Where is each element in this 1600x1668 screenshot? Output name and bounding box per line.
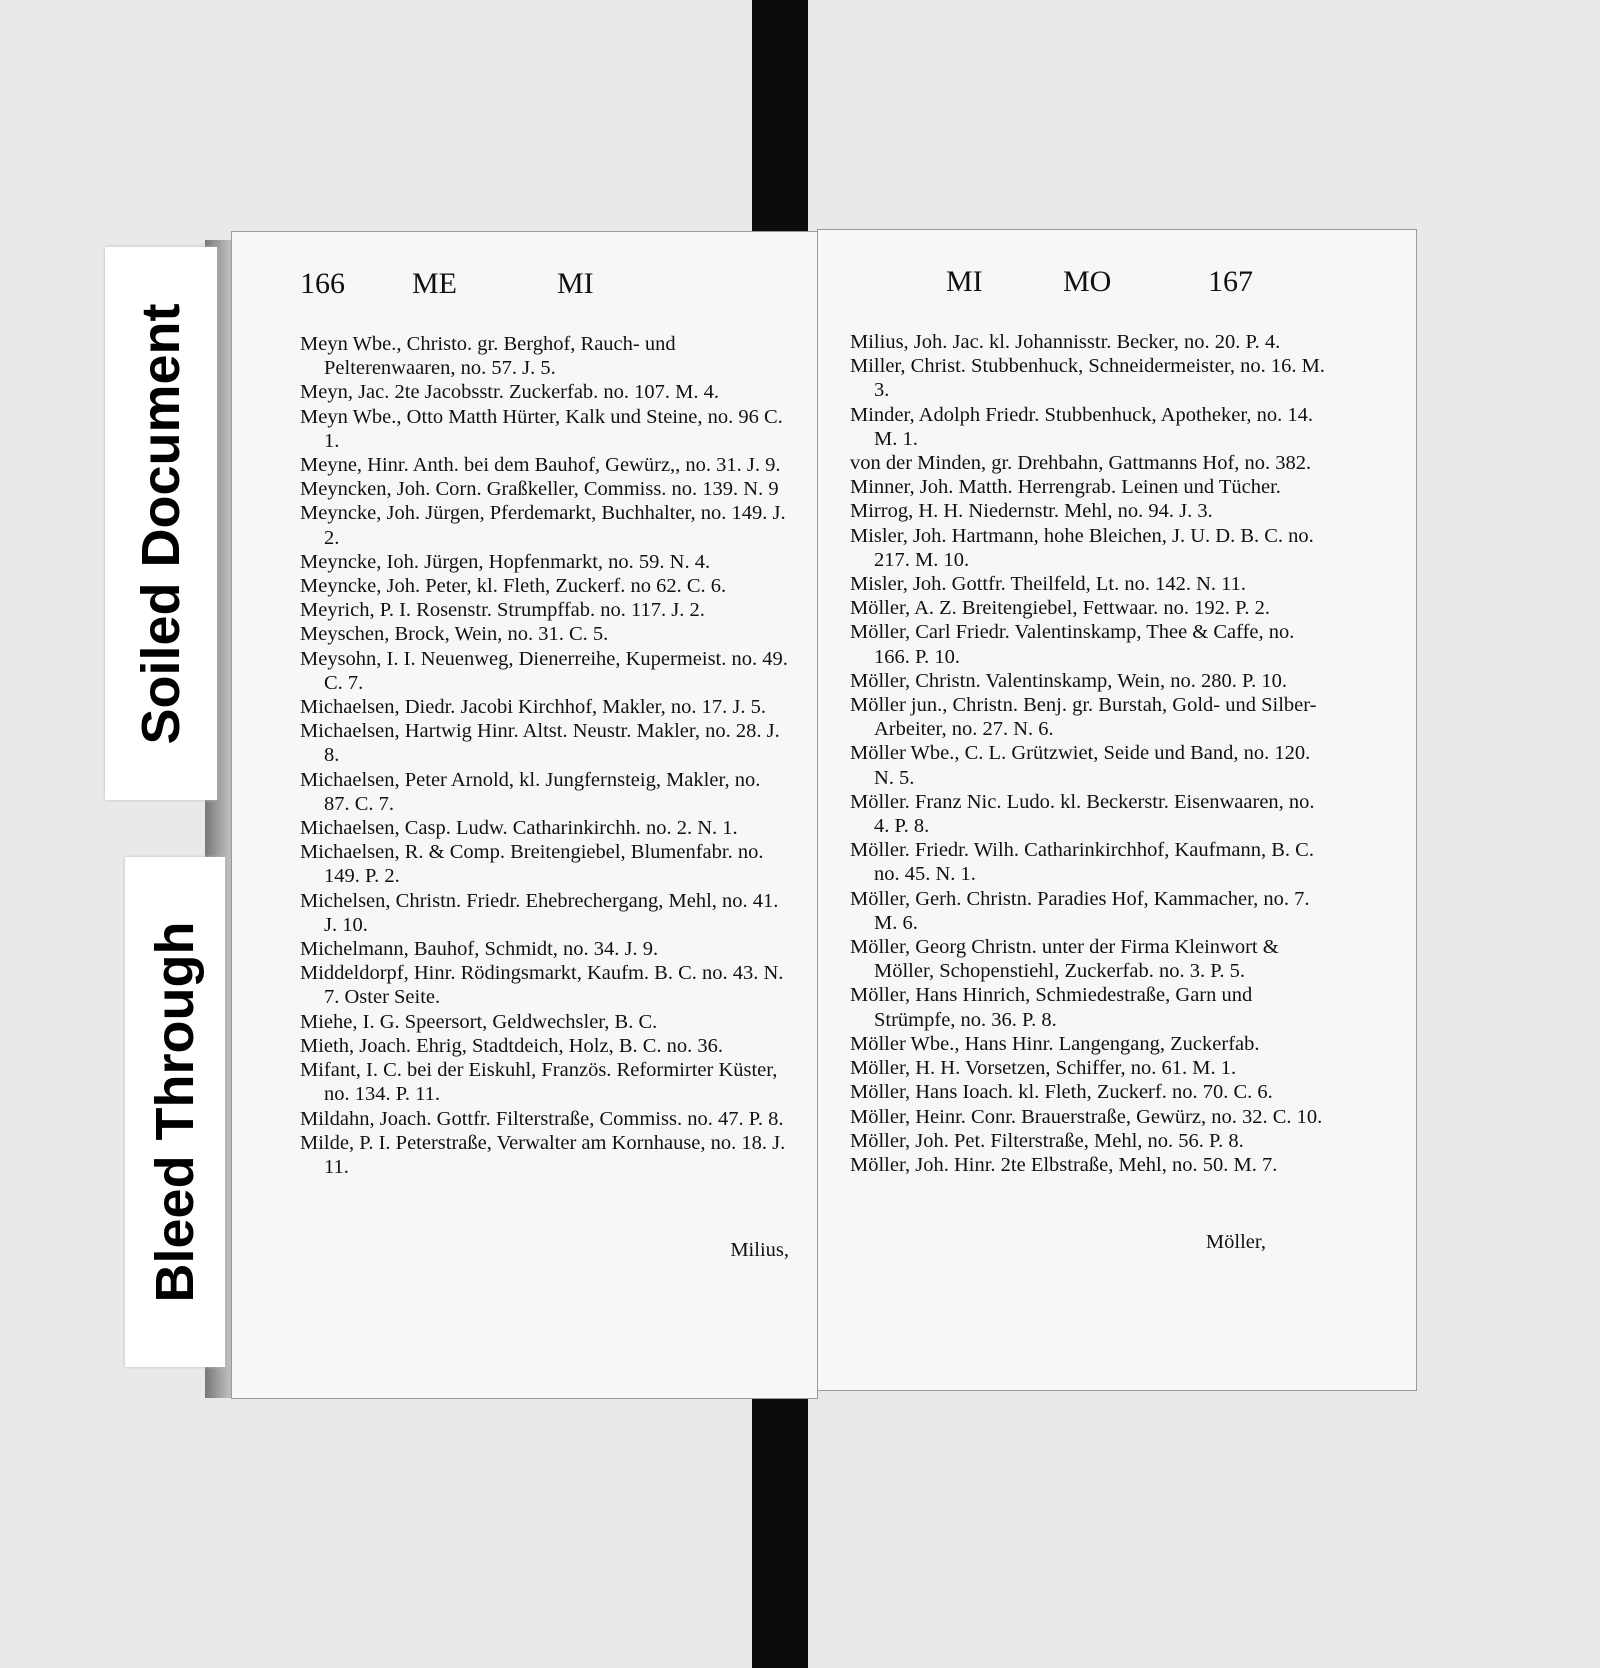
directory-entry: Minder, Adolph Friedr. Stubbenhuck, Apotheker, no. 14. M. 1.	[850, 403, 1313, 450]
right-page-header	[818, 265, 1416, 305]
directory-entry: Meyncken, Joh. Corn. Graßkeller, Commiss. no. 139. N. 9	[300, 478, 779, 501]
directory-entry: Meysohn, I. I. Neuenweg, Dienerreihe, Kupermeist. no. 49. C. 7.	[300, 647, 788, 694]
directory-entry: Möller, Georg Christn. unter der Firma Kleinwort & Möller, Schopenstiehl, Zuckerfab. no. 3. P. 5.	[850, 936, 1279, 983]
soiled-document-label	[105, 247, 217, 800]
directory-entry: Michaelsen, Hartwig Hinr. Altst. Neustr. Makler, no. 28. J. 8.	[300, 720, 780, 767]
directory-entry: Misler, Joh. Hartmann, hohe Bleichen, J. U. D. B. C. no. 217. M. 10.	[850, 524, 1314, 571]
directory-entry: Mirrog, H. H. Niedernstr. Mehl, no. 94. J. 3.	[850, 500, 1213, 523]
directory-entry: Möller, A. Z. Breitengiebel, Fettwaar. no. 192. P. 2.	[850, 597, 1270, 620]
page-number: 166	[300, 267, 345, 300]
directory-entry: Meyrich, P. I. Rosenstr. Strumpffab. no. 117. J. 2.	[300, 599, 705, 622]
left-page	[232, 232, 817, 1398]
directory-entry: Möller. Friedr. Wilh. Catharinkirchhof, Kaufmann, B. C. no. 45. N. 1.	[850, 839, 1314, 886]
directory-entry: Möller. Franz Nic. Ludo. kl. Beckerstr. Eisenwaaren, no. 4. P. 8.	[850, 790, 1315, 838]
directory-entry: Miller, Christ. Stubbenhuck, Schneidermeister, no. 16. M. 3.	[850, 355, 1325, 402]
directory-entry: Möller, Hans Hinrich, Schmiedestraße, Garn und Strümpfe, no. 36. P. 8.	[850, 984, 1253, 1031]
directory-entry: Meyn Wbe., Christo. gr. Berghof, Rauch- und Pelterenwaaren, no. 57. J. 5.	[300, 333, 676, 380]
label-text: Bleed Through	[145, 921, 205, 1303]
directory-entry: Michaelsen, Casp. Ludw. Catharinkirchh. no. 2. N. 1.	[300, 817, 738, 840]
header-left-letters: MI	[946, 265, 983, 298]
directory-entry: Mildahn, Joach. Gottfr. Filterstraße, Commiss. no. 47. P. 8.	[300, 1107, 784, 1130]
left-page-header	[232, 267, 817, 307]
directory-entries	[850, 330, 1335, 1177]
header-left-letters: ME	[412, 267, 457, 300]
directory-entry: Minner, Joh. Matth. Herrengrab. Leinen und Tücher.	[850, 476, 1281, 499]
directory-entry: Meyne, Hinr. Anth. bei dem Bauhof, Gewürz,, no. 31. J. 9.	[300, 454, 781, 477]
directory-entry: Möller Wbe., Hans Hinr. Langengang, Zuckerfab.	[850, 1032, 1260, 1055]
directory-entry: Möller, Carl Friedr. Valentinskamp, Thee & Caffe, no. 166. P. 10.	[850, 621, 1295, 668]
directory-entry: von der Minden, gr. Drehbahn, Gattmanns Hof, no. 382.	[850, 452, 1312, 475]
directory-entry: Miehe, I. G. Speersort, Geldwechsler, B. C.	[300, 1010, 658, 1033]
directory-entry: Michelsen, Christn. Friedr. Ehebrechergang, Mehl, no. 41. J. 10.	[300, 889, 779, 936]
directory-entry: Michaelsen, R. & Comp. Breitengiebel, Blumenfabr. no. 149. P. 2.	[300, 841, 764, 888]
directory-entry: Milius, Joh. Jac. kl. Johannisstr. Becker, no. 20. P. 4.	[850, 331, 1281, 353]
label-text: Soiled Document	[131, 302, 191, 745]
bleed-through-label	[125, 857, 225, 1367]
directory-entry: Möller, Gerh. Christn. Paradies Hof, Kammacher, no. 7. M. 6.	[850, 887, 1310, 934]
directory-entries	[300, 332, 790, 1179]
directory-entry: Meyncke, Joh. Jürgen, Pferdemarkt, Buchhalter, no. 149. J. 2.	[300, 502, 786, 549]
directory-entry: Milde, P. I. Peterstraße, Verwalter am Kornhause, no. 18. J. 11.	[300, 1131, 786, 1178]
page-number: 167	[1208, 265, 1253, 298]
directory-entry: Möller, Hans Ioach. kl. Fleth, Zuckerf. no. 70. C. 6.	[850, 1081, 1273, 1104]
directory-entry: Möller, Joh. Pet. Filterstraße, Mehl, no. 56. P. 8.	[850, 1129, 1244, 1152]
directory-entry: Michelmann, Bauhof, Schmidt, no. 34. J. 9.	[300, 938, 659, 961]
catchword: Milius,	[730, 1239, 789, 1261]
directory-entry: Mifant, I. C. bei der Eiskuhl, Französ. Reformirter Küster, no. 134. P. 11.	[300, 1059, 778, 1106]
header-right-letters: MI	[557, 267, 594, 300]
directory-entry: Meyncke, Ioh. Jürgen, Hopfenmarkt, no. 59. N. 4.	[300, 550, 711, 573]
directory-entry: Meyn, Jac. 2te Jacobsstr. Zuckerfab. no. 107. M. 4.	[300, 381, 720, 404]
directory-entry: Misler, Joh. Gottfr. Theilfeld, Lt. no. 142. N. 11.	[850, 573, 1247, 596]
directory-entry: Middeldorpf, Hinr. Rödingsmarkt, Kaufm. B. C. no. 43. N. 7. Oster Seite.	[300, 962, 784, 1009]
directory-entry: Möller, Heinr. Conr. Brauerstraße, Gewürz, no. 32. C. 10.	[850, 1105, 1323, 1128]
directory-entry: Meyn Wbe., Otto Matth Hürter, Kalk und Steine, no. 96 C. 1.	[300, 405, 783, 452]
directory-entry: Möller, H. H. Vorsetzen, Schiffer, no. 61. M. 1.	[850, 1057, 1237, 1080]
directory-entry: Michaelsen, Peter Arnold, kl. Jungfernsteig, Makler, no. 87. C. 7.	[300, 768, 761, 815]
directory-entry: Möller, Christn. Valentinskamp, Wein, no. 280. P. 10.	[850, 669, 1287, 692]
directory-entry: Möller, Joh. Hinr. 2te Elbstraße, Mehl, no. 50. M. 7.	[850, 1153, 1278, 1176]
right-page	[818, 230, 1416, 1390]
header-right-letters: MO	[1063, 265, 1112, 298]
directory-entry: Meyschen, Brock, Wein, no. 31. C. 5.	[300, 623, 609, 646]
directory-entry: Michaelsen, Diedr. Jacobi Kirchhof, Makler, no. 17. J. 5.	[300, 696, 767, 719]
directory-entry: Mieth, Joach. Ehrig, Stadtdeich, Holz, B. C. no. 36.	[300, 1034, 724, 1057]
directory-entry: Meyncke, Joh. Peter, kl. Fleth, Zuckerf. no 62. C. 6.	[300, 575, 727, 598]
directory-entry: Möller jun., Christn. Benj. gr. Burstah, Gold- und Silber-Arbeiter, no. 27. N. 6.	[850, 694, 1317, 741]
catchword: Möller,	[1205, 1231, 1266, 1253]
directory-entry: Möller Wbe., C. L. Grützwiet, Seide und Band, no. 120. N. 5.	[850, 742, 1311, 789]
